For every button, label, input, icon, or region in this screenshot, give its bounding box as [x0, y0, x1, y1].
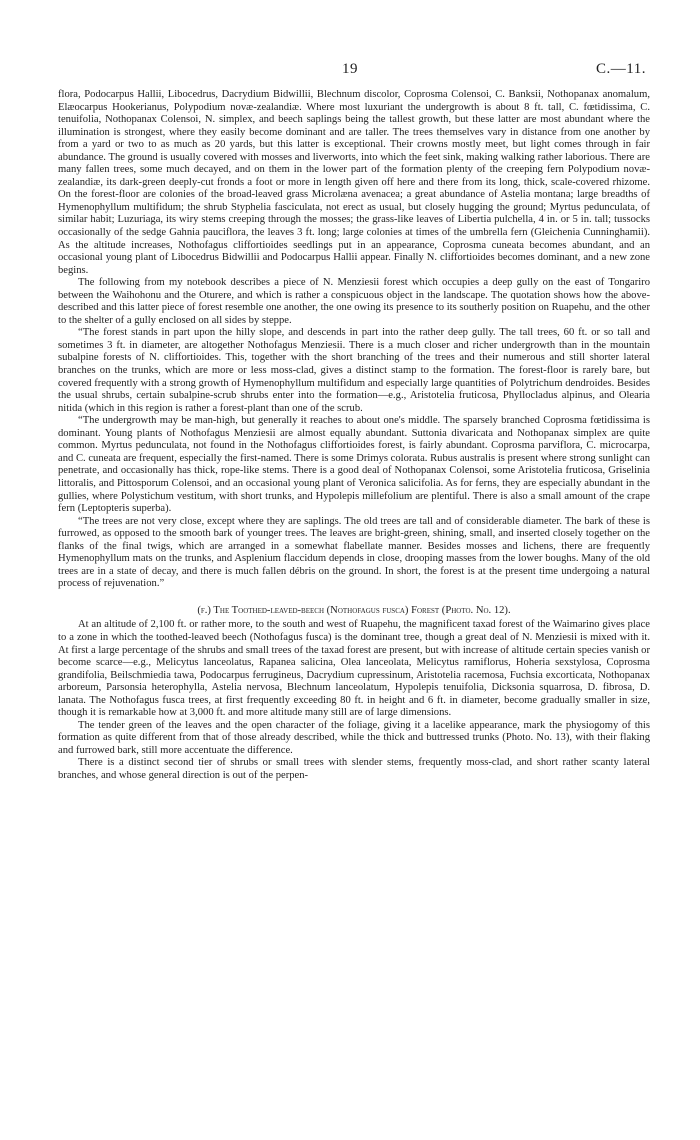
paragraph-section-1: At an altitude of 2,100 ft. or rather more, to the south and west of Ruapehu, the magnificent taxad forest of the Waimarino gives place to a zone in which the toothed-leaved beech (Nothofagus fusca) is the dominant tree, though a great deal of N. Menziesii is mixed with it. At first a large percentage of the shrubs and small trees of the taxad forest are present, but with increase of altitude certain species vanish or become scarce—e.g., Melicytus lanceolatus, Rapanea salicina, Olea lanceolata, Melicytus ramiflorus, Hoheria sexstylosa, Coprosma grandifolia, Beilschmiedia tawa, Podocarpus ferrugineus, Dacrydium cupressinum, Aristotelia racemosa, Fuchsia excorticata, Nothopanax arboreum, Parsonsia heterophylla, Astelia nervosa, Blechnum lanceolatum, Hypolepis tenuifolia, Dicksonia squarrosa, D. fibrosa, D. lanata. The Nothofagus fusca trees, at first frequently exceeding 80 ft. in height and 6 ft. in diameter, become gradually smaller in size, though it is remarkable how at 3,000 ft. and more altitude many still are of large dimensions.: [58, 619, 650, 719]
paragraph-section-2: The tender green of the leaves and the open character of the foliage, giving it a lacelike appearance, mark the physiogomy of this formation as quite different from that of those already described, while the thick and buttressed trunks (Photo. No. 13), with their flaking and furrowed bark, still more accentuate the difference.: [58, 719, 650, 756]
section-heading: (f.) The Toothed-leaved-beech (Nothofagus fusca) Forest (Photo. No. 12).: [197, 604, 511, 616]
paragraph-continued: flora, Podocarpus Hallii, Libocedrus, Dacrydium Bidwillii, Blechnum discolor, Coprosma Colensoi, C. Banksii, Nothopanax anomalum, Elæocarpus Hookerianus, Polypodium novæ-zealandiæ. Where most luxuriant the undergrowth is about 8 ft. tall, C. fœtidissima, C. tenuifolia, Nothopanax Colensoi, N. simplex, and beech saplings being the tallest growth, but these latter are most abundant where the illumination is strongest, where they easily become dominant and are taller. The trees themselves vary in distance from one another by from a yard or two to as much as 20 yards, but this latter is exceptional. Their crowns mostly meet, but light comes through in fair abundance. The ground is usually covered with mosses and liverworts, into which the feet sink, making walking rather laborious. There are many fallen trees, some much decayed, and on them in the lower part of the formation plenty of the creeping fern Polypodium novæ-zealandiæ, its dark-green deeply-cut fronds a foot or more in length given off here and there from its long, thick, scale-covered rhizome. On the forest-floor are colonies of the broad-leaved grass Microlæna avenacea; a great abundance of Astelia montana; large breadths of Hymenophyllum multifidum; the shrub Styphelia fasciculata, not erect as usual, but closely hugging the ground; Myrtus pedunculata, of similar habit; Luzuriaga, its wiry stems creeping through the mosses; the grass-like leaves of Libertia pulchella, 4 in. or 5 in. tall; tussocks occasionally of the sedge Gahnia pauciflora, the leaves 3 ft. long; large colonies at times of the umbrella fern (Gleichenia Cunninghamii). As the altitude increases, Nothofagus cliffortioides seedlings put in an appearance, Coprosma cuneata becomes abundant, and an occasional young plant of Libocedrus Bidwillii and Podocarpus Hallii appear. Finally N. cliffortioides becomes dominant, and a new zone begins.: [58, 89, 650, 276]
paragraph-section-3: There is a distinct second tier of shrubs or small trees with slender stems, frequently moss-clad, and short rather scanty lateral branches, and whose general direction is out of the perpen-: [58, 757, 650, 781]
body-text: [58, 89, 650, 783]
paragraph-quotation-2: “The undergrowth may be man-high, but generally it reaches to about one's middle. The sparsely branched Coprosma fœtidissima is dominant. Young plants of Nothofagus Menziesii are almost equally abundant. Suttonia divaricata and Nothopanax simplex are quite common. Myrtus pedunculata, not found in the Nothofagus cliffortioides forest, is fairly abundant. Coprosma parviflora, C. microcarpa, and C. cuneata are frequent, especially the first-named. There is some Drimys colorata. Rubus australis is present where strong sunlight can penetrate, and occasionally has thick, rope-like stems. There is a good deal of Nothopanax Colensoi, some Aristotelia fruticosa, Griselinia littoralis, and Pittosporum Colensoi, and an occasional young plant of Veronica salicifolia. As for ferns, they are especially abundant in the gullies, where Polystichum vestitum, with short trunks, and Hypolepis millefolium are plentiful. There is also a small amount of the crape fern (Leptopteris superba).: [58, 415, 650, 515]
paragraph-quotation-1: “The forest stands in part upon the hilly slope, and descends in part into the rather deep gully. The tall trees, 60 ft. or so tall and sometimes 3 ft. in diameter, are altogether Nothofagus Menziesii. There is a much closer and richer undergrowth than in the mountain subalpine forests of N. cliffortioides. This, together with the short branching of the trees and their numerous and still shorter lateral branches on the trunks, which are more or less moss-clad, gives a distinct stamp to the formation. The forest-floor is rarely bare, but covered frequently with a strong growth of Hymenophyllum multifidum and especially large quantities of Polytrichum dendroides. Besides the usual shrubs, certain subalpine-scrub shrubs enter into the formation—e.g., Aristotelia fruticosa, Phyllocladus alpinus, and Olearia nitida (which in this region is rather a forest-plant than one of the scrub.: [58, 327, 650, 414]
paragraph-notebook-intro: The following from my notebook describes a piece of N. Menziesii forest which occupies a deep gully on the east of Tongariro between the Waihohonu and the Oturere, and which is rather a conspicuous object in the landscape. The quotation shows how the above-described and this latter piece of forest resemble one another, the one owing its presence to its southerly position on Ruapehu, and the other to the shelter of a gully enclosed on all sides by steppe.: [58, 277, 650, 326]
document-code: C.—11.: [596, 61, 646, 77]
page-number: 19: [342, 61, 358, 77]
paragraph-quotation-3: “The trees are not very close, except where they are saplings. The old trees are tall and of considerable diameter. The bark of these is furrowed, as opposed to the smooth bark of younger trees. The leaves are bright-green, shining, small, and inserted closely together on the flanks of the final twigs, which are arranged in a somewhat flabellate manner. Besides mosses and lichens, there are frequently Hymenophyllum mats on the trunks, and Asplenium flaccidum depends in close, drooping masses from the lower boughs. Many of the old trees are in a state of decay, and there is much fallen débris on the ground. In short, the forest is at the present time undergoing a natural process of rejuvenation.”: [58, 515, 650, 590]
